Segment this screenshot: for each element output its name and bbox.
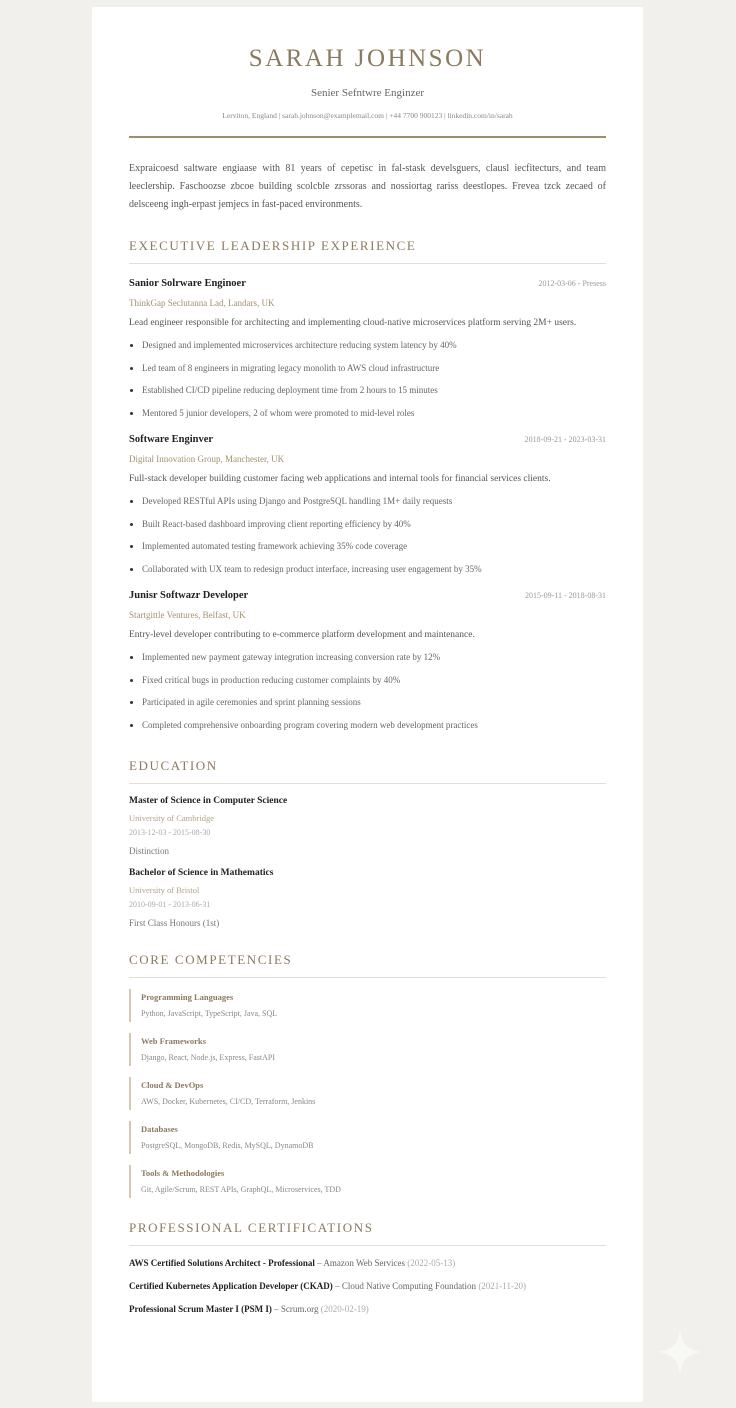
competency-name: Programming Languages [141, 992, 234, 1002]
certification-entry: Certified Kubernetes Application Developer (CKAD) – Cloud Native Computing Foundation (2021-11-20) [129, 1281, 526, 1291]
certification-entry: Professional Scrum Master I (PSM I) – Scrum.org (2020-02-19) [129, 1304, 369, 1314]
school: University of Cambridge [129, 813, 214, 823]
job-bullet: Built React-based dashboard improving client reporting efficiency by 40% [129, 513, 606, 536]
education-date: 2013-12-03 - 2015-08-30 [129, 828, 211, 837]
job-description: Full-stack developer building customer facing web applications and internal tools for financial services clients. [129, 474, 551, 484]
sparkle-icon [658, 1328, 702, 1376]
experience-section [129, 238, 606, 736]
job-description: Lead engineer responsible for architecting and implementing cloud-native microservices platform serving 2M+ users. [129, 318, 577, 328]
competency-name: Web Frameworks [141, 1036, 206, 1046]
bullet-icon [130, 545, 133, 548]
bullet-icon [130, 344, 133, 347]
certification-date: (2020-02-19) [320, 1304, 369, 1314]
header-divider [129, 136, 606, 138]
job-date: 2018-09-21 - 2023-03-31 [524, 435, 606, 444]
certification-name: AWS Certified Solutions Architect - Professional [129, 1258, 315, 1268]
job-subtitle: Senier Sefntwre Enginzer [310, 87, 424, 99]
certification-date: (2021-11-20) [478, 1281, 526, 1291]
job-bullet: Developed RESTful APIs using Django and PostgreSQL handling 1M+ daily requests [129, 490, 606, 513]
job-bullet: Completed comprehensive onboarding program covering modern web development practices [129, 714, 606, 737]
competency-group [129, 1165, 606, 1198]
certification-date: (2022-05-13) [407, 1258, 456, 1268]
job-date: 2015-09-11 - 2018-08-31 [524, 591, 606, 600]
section-title-experience: EXECUTIVE LEADERSHIP EXPERIENCE [129, 238, 417, 253]
education-date: 2010-09-01 - 2013-06-31 [129, 900, 211, 909]
certification-issuer: Scrum.org [280, 1304, 319, 1314]
certifications-section [129, 1220, 606, 1321]
bullet-icon [130, 679, 133, 682]
school: University of Bristol [129, 885, 200, 895]
education-entry [129, 868, 606, 928]
competency-group [129, 989, 606, 1022]
bullet-icon [130, 389, 133, 392]
job-entry [129, 590, 606, 736]
competency-name: Cloud & DevOps [141, 1080, 204, 1090]
competency-group [129, 1077, 606, 1110]
contact-line: Lerviton, England | sarah.johnson@examplemail.com | +44 7700 900123 | linkedin.com/in/sarah [222, 111, 513, 120]
certification-issuer: Cloud Native Computing Foundation [341, 1281, 477, 1291]
certification-name: Certified Kubernetes Application Developer (CKAD) [129, 1281, 333, 1291]
competency-group [129, 1121, 606, 1154]
certification-entry: AWS Certified Solutions Architect - Professional – Amazon Web Services (2022-05-13) [129, 1258, 456, 1268]
job-bullet: Implemented automated testing framework achieving 35% code coverage [129, 535, 606, 558]
bullet-icon [130, 500, 133, 503]
job-company: ThinkGap Seclutanna Lad, Landars, UK [129, 298, 275, 308]
job-bullet: Collaborated with UX team to redesign product interface, increasing user engagement by 35% [129, 558, 606, 581]
job-bullet: Led team of 8 engineers in migrating legacy monolith to AWS cloud infrastructure [129, 357, 606, 380]
job-bullet: Designed and implemented microservices architecture reducing system latency by 40% [129, 334, 606, 357]
job-description: Entry-level developer contributing to e-commerce platform development and maintenance. [129, 630, 475, 640]
bullet-icon [130, 367, 133, 370]
job-title: Sanior Solrware Enginoer [129, 278, 246, 289]
competency-items: AWS, Docker, Kubernetes, CI/CD, Terraform, Jenkins [141, 1097, 316, 1106]
competency-items: Git, Agile/Scrum, REST APIs, GraphQL, Microservices, TDD [141, 1185, 341, 1194]
job-title: Software Enginver [129, 434, 214, 445]
section-divider [129, 783, 606, 784]
job-bullet: Participated in agile ceremonies and sprint planning sessions [129, 691, 606, 714]
resume-page [92, 7, 643, 1402]
degree: Master of Science in Computer Science [129, 796, 288, 806]
competency-items: Python, JavaScript, TypeScript, Java, SQL [141, 1009, 278, 1018]
degree: Bachelor of Science in Mathematics [129, 868, 274, 878]
bullet-icon [130, 568, 133, 571]
job-bullet: Implemented new payment gateway integration increasing conversion rate by 12% [129, 646, 606, 669]
job-bullet: Established CI/CD pipeline reducing deployment time from 2 hours to 15 minutes [129, 379, 606, 402]
section-title-certifications: PROFESSIONAL CERTIFICATIONS [129, 1220, 374, 1235]
section-divider [129, 977, 606, 978]
competency-items: Django, React, Node.js, Express, FastAPI [141, 1053, 275, 1062]
section-divider [129, 263, 606, 264]
job-title: Junisr Softwazr Developer [129, 590, 249, 601]
competency-items: PostgreSQL, MongoDB, Redis, MySQL, DynamoDB [141, 1141, 314, 1150]
job-company: Startgittle Ventures, Belfast, UK [129, 610, 246, 620]
job-bullet: Fixed critical bugs in production reducing customer complaints by 40% [129, 669, 606, 692]
bullet-icon [130, 724, 133, 727]
section-title-education: EDUCATION [129, 758, 218, 773]
honors: Distinction [129, 846, 169, 856]
bullet-icon [130, 523, 133, 526]
bullet-icon [130, 656, 133, 659]
bullet-icon [130, 412, 133, 415]
job-entry [129, 278, 606, 424]
competency-group [129, 1033, 606, 1066]
competency-name: Databases [141, 1124, 178, 1134]
section-title-competencies: CORE COMPETENCIES [129, 952, 293, 967]
education-section [129, 758, 606, 928]
job-bullet: Mentored 5 junior developers, 2 of whom were promoted to mid-level roles [129, 402, 606, 425]
job-date: 2012-03-06 - Presess [538, 279, 606, 288]
certification-issuer: Amazon Web Services [323, 1258, 406, 1268]
job-entry [129, 434, 606, 580]
job-company: Digital Innovation Group, Manchester, UK [129, 454, 285, 464]
competency-name: Tools & Methodologies [141, 1168, 225, 1178]
bullet-icon [130, 701, 133, 704]
section-divider [129, 1245, 606, 1246]
honors: First Class Honours (1st) [129, 918, 220, 928]
competencies-section [129, 952, 606, 1198]
professional-summary: Expraicoesd saltware engiaase with 81 years of cepetisc in fal-stask develsguers, clausl iecfitecturs, and team leeclership. Faschoozse zbcoe building scolcble zrssoras and nossiortag rariss deestlopes. Frevea tzck zecaed of delsceeng ingh-erpast jemjecs in fast-paced environments. [129, 163, 606, 210]
candidate-name: SARAH JOHNSON [248, 45, 487, 72]
education-entry [129, 796, 606, 856]
certification-name: Professional Scrum Master I (PSM I) [129, 1304, 272, 1314]
